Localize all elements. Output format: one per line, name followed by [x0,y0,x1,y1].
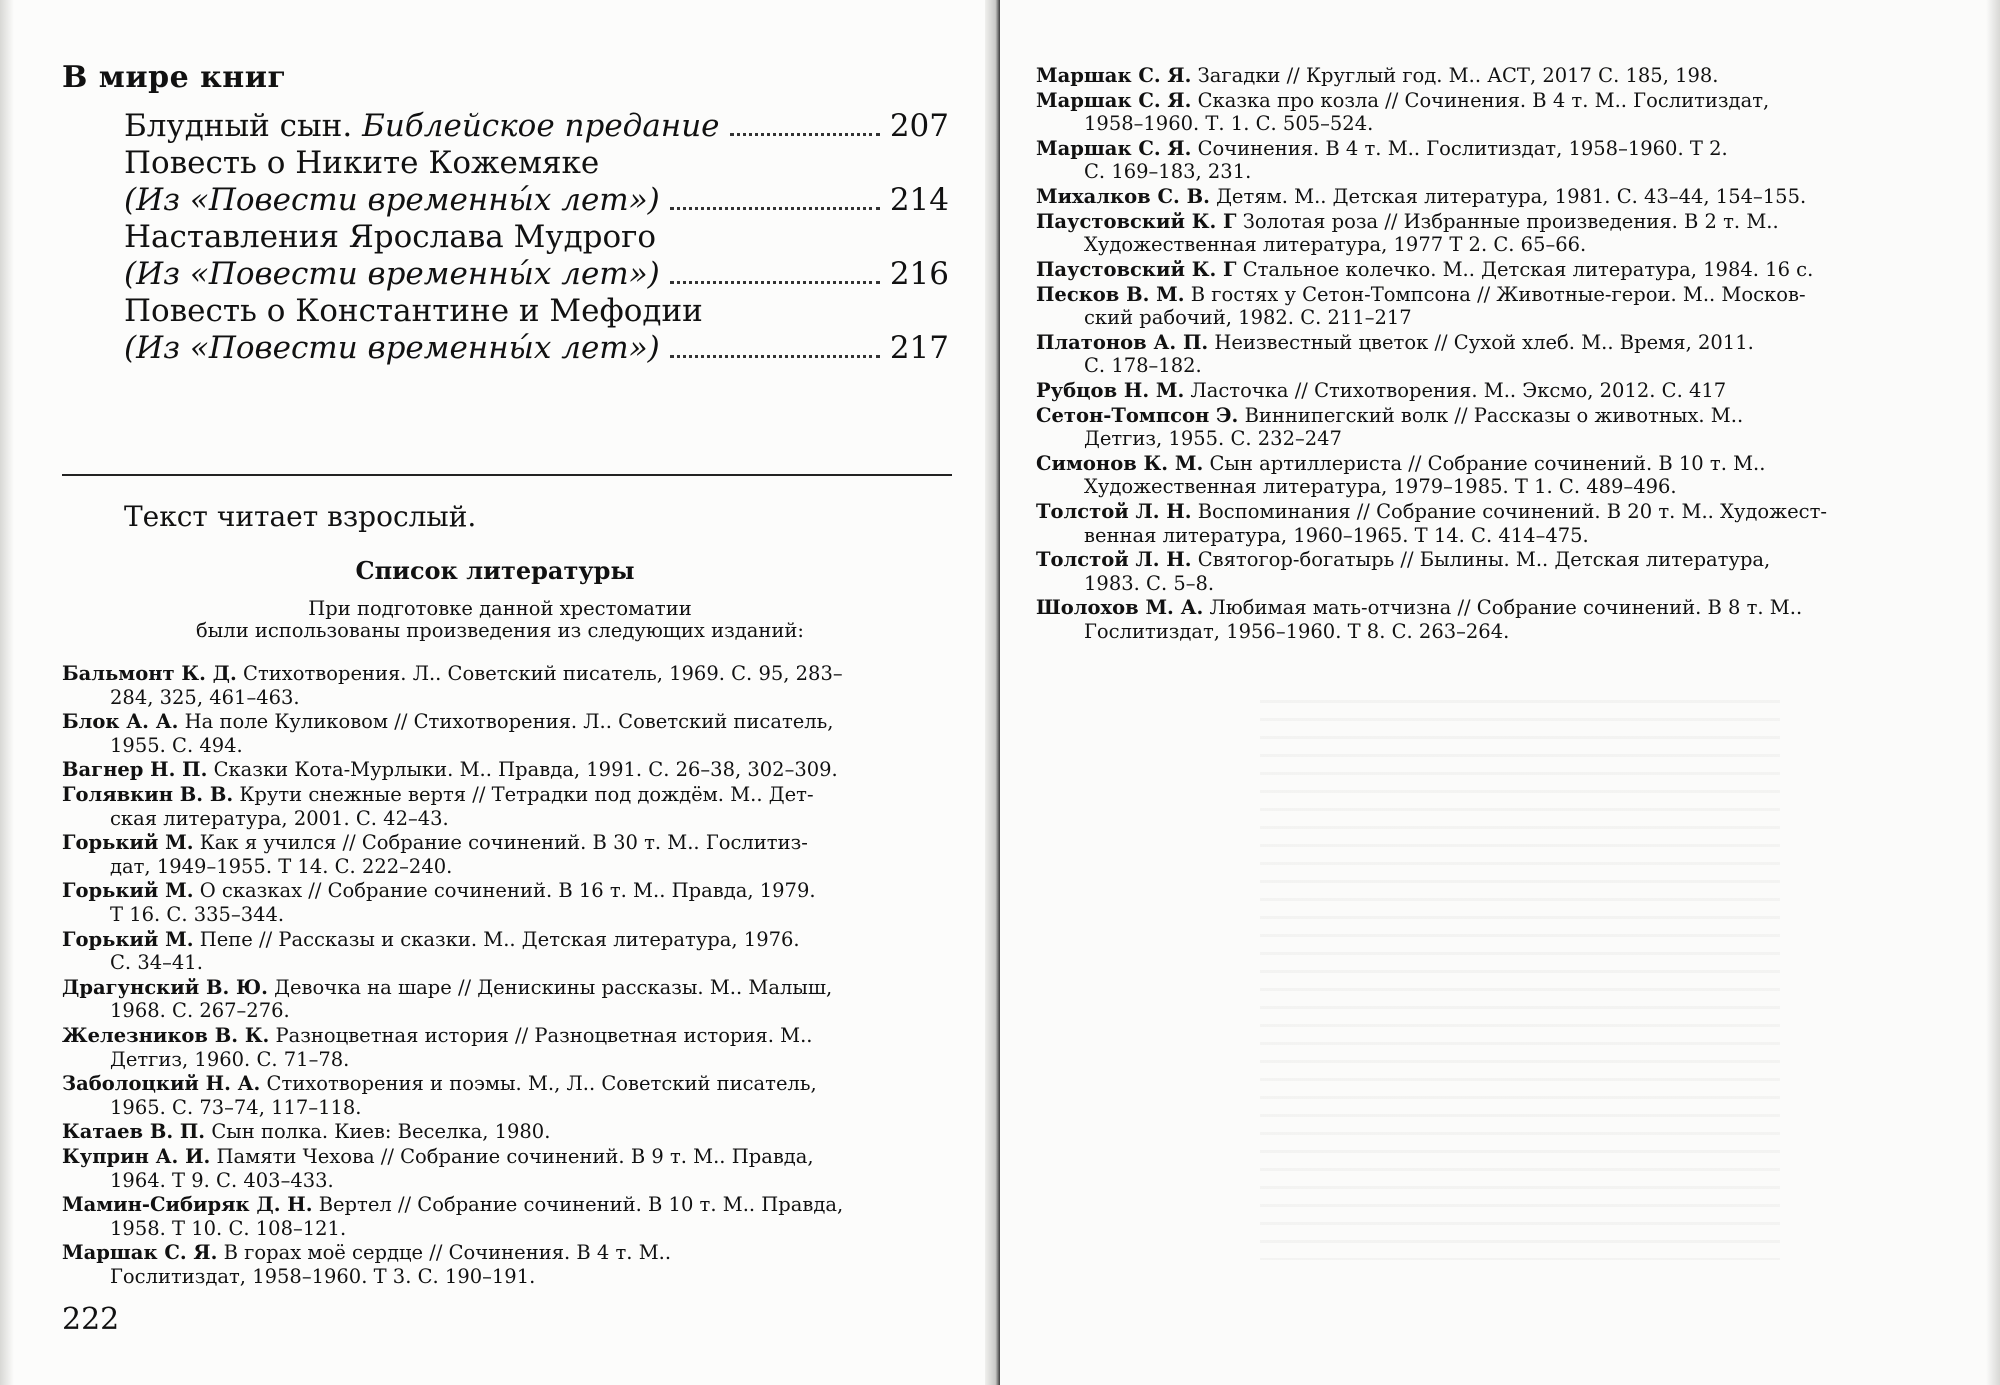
entry-text: Вертел // Собрание сочинений. В 10 т. М.. Правда, [318,1193,844,1217]
bibliography-entry [62,710,950,757]
entry-author: Горький М. [62,831,194,855]
entry-text: О сказках // Собрание сочинений. В 16 т. М.. Правда, 1979. [199,879,816,903]
entry-text: Сочинения. В 4 т. М.. Гослитиздат, 1958–1960. Т 2. [1197,136,1728,160]
bibliography-intro-line: были использованы произведения из следующих изданий: [196,619,804,642]
entry-author: Горький М. [62,927,194,951]
bibliography-entry [62,1072,950,1119]
section-divider [62,474,952,476]
toc-entry-source[interactable] [124,330,949,367]
entry-author: Маршак С. Я. [1036,136,1192,160]
bibliography-entry [62,783,950,830]
entry-continuation: 1983. С. 5–8. [1084,571,1215,595]
bibliography-entry [62,1193,950,1240]
entry-author: Михалков С. В. [1036,185,1210,209]
entry-continuation: Т 16. С. 335–344. [110,902,285,926]
entry-author: Вагнер Н. П. [62,758,208,782]
entry-text: Стихотворения и поэмы. М., Л.. Советский писатель, [266,1072,817,1096]
entry-author: Катаев В. П. [62,1120,206,1144]
entry-text: Неизвестный цветок // Сухой хлеб. М.. Время, 2011. [1214,330,1754,354]
entry-text: Воспоминания // Собрание сочинений. В 20 т. М.. Художест- [1197,500,1827,524]
entry-text: Сын артиллериста // Собрание сочинений. В 10 т. М.. [1209,451,1766,475]
toc-leader [670,355,880,358]
entry-author: Сетон-Томпсон Э. [1036,403,1239,427]
section-heading: В мире книг [62,60,287,95]
page-edge-shadow [1986,0,2000,1385]
entry-continuation: 1955. С. 494. [110,733,243,757]
toc-title: Повесть о Константине и Мефодии [124,293,703,329]
toc-entry-title[interactable] [124,145,949,182]
bibliography-entry [62,662,950,709]
bibliography-entry [1036,331,1924,378]
entry-continuation: 1958. Т 10. С. 108–121. [110,1216,347,1240]
entry-author: Шолохов М. А. [1036,596,1204,620]
entry-continuation: Художественная литература, 1979–1985. Т 1. С. 489–496. [1084,475,1677,499]
entry-author: Мамин-Сибиряк Д. Н. [62,1193,313,1217]
bibliography-entry [1036,137,1924,184]
bibliography-entry [1036,210,1924,257]
entry-continuation: Художественная литература, 1977 Т 2. С. 65–66. [1084,233,1587,257]
entry-author: Толстой Л. Н. [1036,548,1192,572]
entry-continuation: Детгиз, 1955. С. 232–247 [1084,427,1342,451]
bibliography-entry [1036,283,1924,330]
bibliography-entry [62,1145,950,1192]
bibliography-entry [1036,379,1924,403]
entry-author: Горький М. [62,879,194,903]
entry-text: Ласточка // Стихотворения. М.. Эксмо, 2012. С. 417 [1190,379,1727,402]
entry-continuation: Гослитиздат, 1956–1960. Т 8. С. 263–264. [1084,619,1510,643]
entry-continuation: 284, 325, 461–463. [110,685,300,709]
reader-note: Текст читает взрослый. [124,500,477,533]
toc-page-number: 214 [889,182,949,218]
entry-text: В горах моё сердце // Сочинения. В 4 т. М.. [223,1241,672,1265]
toc-title: Блудный сын. [124,108,353,144]
entry-text: Детям. М.. Детская литература, 1981. С. 43–44, 154–155. [1216,185,1807,209]
page-number: 222 [62,1302,120,1337]
entry-author: Рубцов Н. М. [1036,379,1185,402]
toc-entry-source[interactable] [124,182,949,219]
entry-text: Сказки Кота-Мурлыки. М.. Правда, 1991. С. 26–38, 302–309. [213,758,838,782]
entry-author: Паустовский К. Г [1036,209,1237,233]
entry-continuation: 1965. С. 73–74, 117–118. [110,1095,362,1119]
entry-text: Сказка про козла // Сочинения. В 4 т. М.. Гослитиздат, [1197,88,1770,112]
entry-text: Памяти Чехова // Собрание сочинений. В 9 т. М.. Правда, [216,1145,814,1169]
bibliography-entry [1036,500,1924,547]
toc-subtitle: Библейское предание [362,108,720,144]
entry-continuation: венная литература, 1960–1965. Т 14. С. 414–475. [1084,523,1589,547]
toc-entry[interactable] [124,108,949,145]
entry-author: Заболоцкий Н. А. [62,1072,261,1096]
entry-continuation: 1958–1960. Т. 1. С. 505–524. [1084,112,1374,136]
entry-continuation: 1968. С. 267–276. [110,999,290,1023]
bibliography-list-left [62,662,950,1290]
entry-author: Песков В. М. [1036,282,1185,306]
entry-text: Девочка на шаре // Денискины рассказы. М.. Малыш, [274,975,833,999]
entry-text: Сын полка. Киев: Веселка, 1980. [211,1120,551,1144]
bibliography-list-right [1036,64,1924,645]
entry-text: Стальное колечко. М.. Детская литература, 1984. 16 с. [1242,257,1814,281]
bibliography-entry [62,976,950,1023]
bibliography-entry [62,1024,950,1071]
bibliography-entry [62,879,950,926]
bibliography-entry [62,1120,950,1144]
entry-author: Куприн А. И. [62,1145,211,1169]
toc-title: Повесть о Никите Кожемяке [124,145,600,181]
bibliography-intro-line: При подготовке данной хрестоматии [308,597,692,620]
bibliography-entry [62,1241,950,1288]
entry-text: Как я учился // Собрание сочинений. В 30 т. М.. Гослитиз- [199,831,808,855]
entry-continuation: С. 169–183, 231. [1084,160,1252,184]
entry-author: Голявкин В. В. [62,783,234,807]
toc-source: (Из «Повести временны́х лет») [124,182,660,218]
right-page [1000,0,2000,1385]
entry-continuation: С. 178–182. [1084,354,1202,378]
entry-author: Платонов А. П. [1036,330,1209,354]
entry-continuation: Гослитиздат, 1958–1960. Т 3. С. 190–191. [110,1264,536,1288]
bibliography-entry [62,831,950,878]
entry-text: Святогор-богатырь // Былины. М.. Детская литература, [1197,548,1771,572]
entry-text: Пепе // Рассказы и сказки. М.. Детская литература, 1976. [199,927,800,951]
entry-continuation: Детгиз, 1960. С. 71–78. [110,1047,350,1071]
entry-text: Любимая мать-отчизна // Собрание сочинений. В 8 т. М.. [1209,596,1803,620]
bibliography-entry [1036,404,1924,451]
entry-text: Разноцветная история // Разноцветная история. М.. [275,1024,813,1047]
bibliography-title: Список литературы [355,556,635,585]
entry-author: Блок А. А. [62,710,179,734]
toc-source: (Из «Повести временны́х лет») [124,330,660,366]
entry-text: Стихотворения. Л.. Советский писатель, 1969. С. 95, 283– [243,662,843,685]
bibliography-entry [1036,185,1924,209]
bibliography-intro [140,598,860,642]
entry-author: Толстой Л. Н. [1036,500,1192,524]
toc-entry-source[interactable] [124,256,949,293]
toc-page-number: 217 [889,330,949,366]
page-edge-shadow [0,0,14,1385]
toc-title: Наставления Ярослава Мудрого [124,219,657,255]
entry-continuation: С. 34–41. [110,951,203,975]
entry-author: Бальмонт К. Д. [62,662,237,685]
entry-author: Драгунский В. Ю. [62,975,268,999]
entry-continuation: ская литература, 2001. С. 42–43. [110,806,449,830]
entry-text: Золотая роза // Избранные произведения. В 2 т. М.. [1242,209,1779,233]
toc-leader [670,281,880,284]
entry-continuation: 1964. Т 9. С. 403–433. [110,1168,334,1192]
entry-text: На поле Куликовом // Стихотворения. Л.. Советский писатель, [184,710,834,734]
entry-author: Симонов К. М. [1036,451,1204,475]
bibliography-entry [1036,258,1924,282]
toc-leader [670,207,880,210]
entry-author: Железников В. К. [62,1024,270,1047]
left-page [0,0,990,1385]
bibliography-entry [1036,452,1924,499]
entry-author: Паустовский К. Г [1036,257,1237,281]
toc-page-number: 207 [889,108,949,144]
entry-continuation: ский рабочий, 1982. С. 211–217 [1084,306,1412,330]
entry-text: Виннипегский волк // Рассказы о животных. М.. [1244,403,1744,427]
toc-entry-title[interactable] [124,219,949,256]
entry-text: Крути снежные вертя // Тетрадки под дождём. М.. Дет- [239,783,814,807]
bibliography-entry [62,758,950,782]
entry-text: Загадки // Круглый год. М.. АСТ, 2017 С. 185, 198. [1197,64,1719,87]
entry-author: Маршак С. Я. [1036,88,1192,112]
entry-continuation: дат, 1949–1955. Т 14. С. 222–240. [110,854,453,878]
bibliography-entry [1036,64,1924,88]
bibliography-entry [1036,548,1924,595]
toc-page-number: 216 [889,256,949,292]
bleed-through-text [1260,700,1780,1260]
bibliography-entry [62,928,950,975]
bibliography-entry [1036,596,1924,643]
entry-text: В гостях у Сетон-Томпсона // Животные-герои. М.. Москов- [1190,282,1806,306]
toc-leader [730,133,880,136]
toc-entry-title[interactable] [124,293,949,330]
entry-author: Маршак С. Я. [1036,64,1192,87]
bibliography-entry [1036,89,1924,136]
toc-source: (Из «Повести временны́х лет») [124,256,660,292]
entry-author: Маршак С. Я. [62,1241,218,1265]
table-of-contents [124,108,949,367]
